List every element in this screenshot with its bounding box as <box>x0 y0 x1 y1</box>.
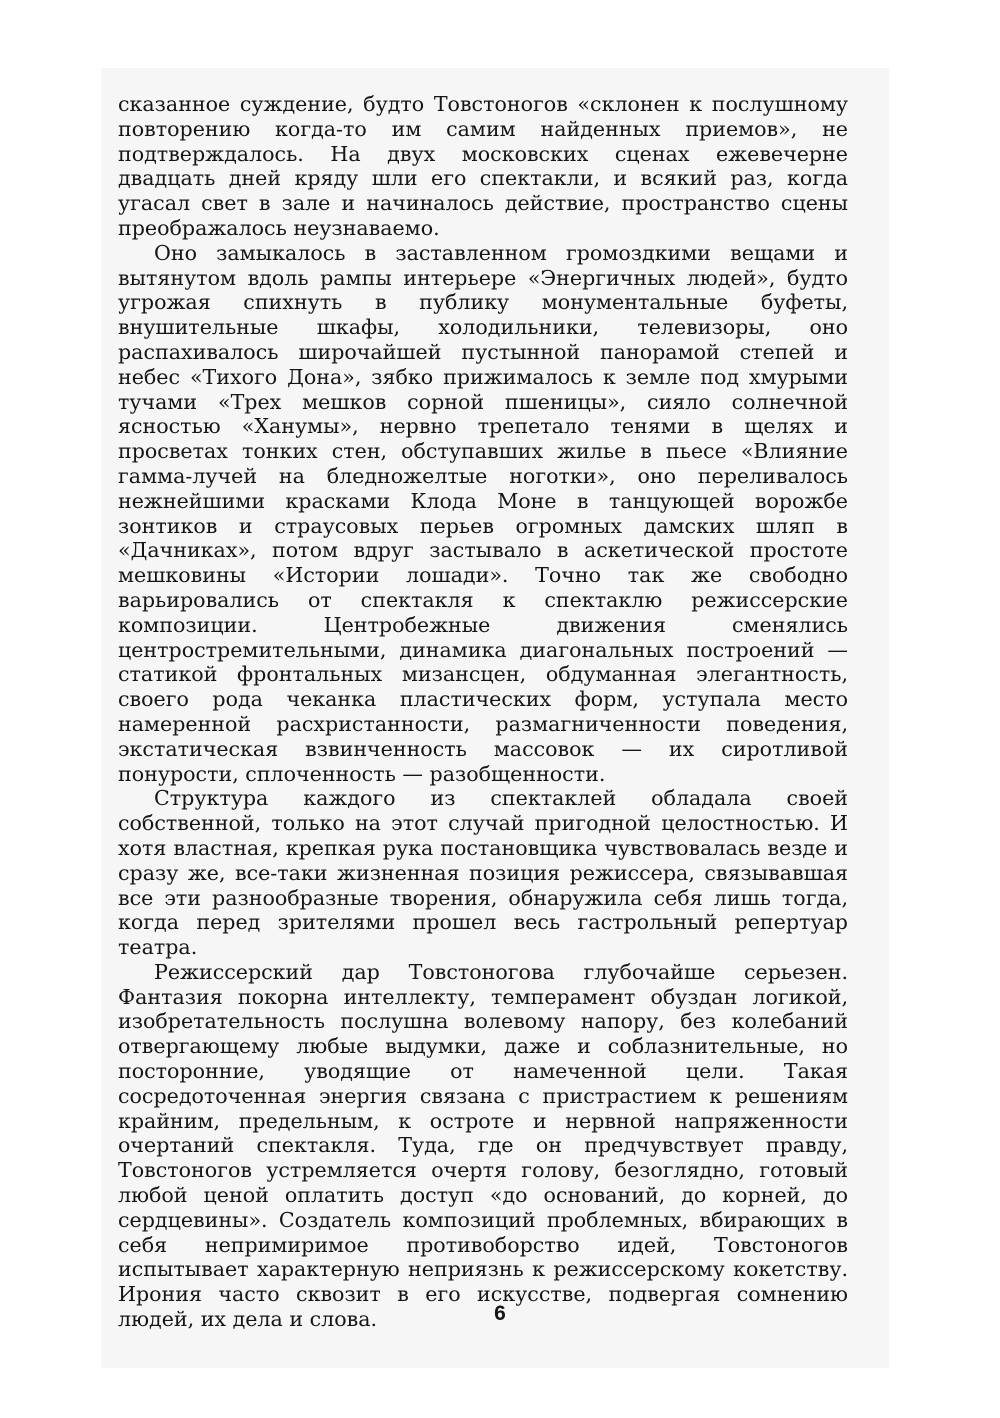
paragraph: сказанное суждение, будто Товстоногов «склонен к послушному повторению когда-то им самим найденных приемов», не подтверждалось. На двух московских сценах ежевечерне двадцать дней кряду шли его спектакли, и всякий раз, когда угасал свет в зале и начиналось действие, пространство сцены преображалось неузнаваемо. <box>118 92 848 240</box>
paragraph: Структура каждого из спектаклей обладала своей собственной, только на этот случай пригодной целостностью. И хотя властная, крепкая рука постановщика чувствовалась везде и сразу же, все-таки жизненная позиция режиссера, связывавшая все эти разнообразные творения, обнаружила себя лишь тогда, когда перед зрителями прошел весь гастрольный репертуар театра. <box>118 786 848 960</box>
page-number: 6 <box>494 1302 506 1325</box>
paragraph: Режиссерский дар Товстоногова глубочайше серьезен. Фантазия покорна интеллекту, темперамент обуздан логикой, изобретательность послушна волевому напору, без колебаний отвергающему любые выдумки, даже и соблазнительные, но посторонние, уводящие от намеченной цели. Такая сосредоточенная энергия связана с пристрастием к решениям крайним, предельным, к остроте и нервной напряженности очертаний спектакля. Туда, где он предчувствует правду, Товстоногов устремляется очертя голову, безоглядно, готовый любой ценой оплатить доступ «до оснований, до корней, до сердцевины». Создатель композиций проблемных, вбирающих в себя непримиримое противоборство идей, Товстоногов испытывает характерную неприязнь к режиссерскому кокетству. Ирония часто сквозит в его искусстве, подвергая сомнению людей, их дела и слова. <box>118 959 848 1332</box>
body-text <box>118 92 848 1332</box>
paragraph: Оно замыкалось в заставленном громоздкими вещами и вытянутом вдоль рампы интерьере «Энергичных людей», будто угрожая спихнуть в публику монументальные буфеты, внушительные шкафы, холодильники, телевизоры, оно распахивалось широчайшей пустынной панорамой степей и небес «Тихого Дона», зябко прижималось к земле под хмурыми тучами «Трех мешков сорной пшеницы», сияло солнечной ясностью «Ханумы», нервно трепетало тенями в щелях и просветах тонких стен, обступавших жилье в пьесе «Влияние гамма-лучей на бледножелтые ноготки», оно переливалось нежнейшими красками Клода Моне в танцующей ворожбе зонтиков и страусовых перьев огромных дамских шляп в «Дачниках», потом вдруг застывало в аскетической простоте мешковины «Истории лошади». Точно так же свободно варьировались от спектакля к спектаклю режиссерские композиции. Центробежные движения сменялись центростремительными, динамика диагональных построений — статикой фронтальных мизансцен, обдуманная элегантность, своего рода чеканка пластических форм, уступала место намеренной расхристанности, размагниченности поведения, экстатическая взвинченность массовок — их сиротливой понурости, сплоченность — разобщенности. <box>118 240 848 786</box>
